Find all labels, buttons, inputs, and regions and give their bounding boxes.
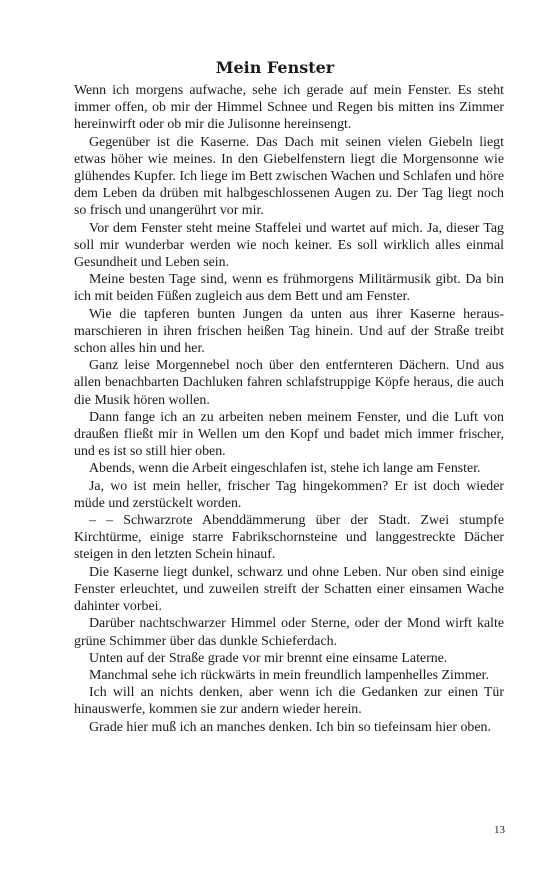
paragraph: Wenn ich morgens aufwache, sehe ich gerade auf mein Fenster. Es steht immer offen, ob mir der Himmel Schnee und Regen bis mitten ins Zimmer hereinwirft oder ob mir die Julisonne hereinsengt. [74,83,504,133]
paragraph: Ja, wo ist mein heller, frischer Tag hingekommen? Er ist doch wieder müde und zerstückelt worden. [74,478,504,511]
paragraph: Unten auf der Straße grade vor mir brennt eine einsame Laterne. [89,650,448,666]
paragraph: Vor dem Fenster steht meine Staffelei und wartet auf mich. Ja, dieser Tag soll mir wunderbar werden wie noch keiner. Es soll wirklich alles einmal Gesundheit und Leben sein. [74,220,504,271]
chapter-title: Mein Fenster [215,58,335,77]
paragraph: Die Kaserne liegt dunkel, schwarz und ohne Leben. Nur oben sind einige Fenster erleuchtet, und zuweilen streift der Schatten einer einsamen Wache dahinter vorbei. [74,564,504,615]
body-text [74,82,504,736]
paragraph: Dann fange ich an zu arbeiten neben meinem Fenster, und die Luft von draußen fließt mir in Wellen um den Kopf und badet mich immer frischer, und es ist so still hier oben. [74,409,504,460]
paragraph: Grade hier muß ich an manches denken. Ich bin so tiefeinsam hier oben. [89,719,491,735]
paragraph: Gegenüber ist die Kaserne. Das Dach mit seinen vielen Giebeln liegt etwas höher wie meines. In den Giebelfenstern liegt die Morgensonne wie glühendes Kupfer. Ich liege im Bett zwischen Wachen und Schlafen und höre dem Leben da drüben mit halbgeschlossenen Augen zu. Der Tag liegt noch so frisch und unangerührt vor mir. [74,134,504,219]
paragraph: Abends, wenn die Arbeit eingeschlafen ist, stehe ich lange am Fenster. [89,461,481,477]
paragraph: Ich will an nichts denken, aber wenn ich die Gedanken zur einen Tür hinauswerfe, kommen sie zur andern wieder herein. [74,685,504,718]
paragraph: Ganz leise Morgennebel noch über den entfernteren Dächern. Und aus allen benachbarten Dachluken fahren schlafstruppige Köpfe heraus, die auch die Musik hören wollen. [74,358,504,408]
paragraph: Wie die tapferen bunten Jungen da unten aus ihrer Kaserne herausmarschieren in ihren frischen heißen Tag hinein. Und auf der Straße treibt schon alles hin und her. [74,306,504,357]
page-number: 13 [494,824,505,836]
paragraph: Darüber nachtschwarzer Himmel oder Sterne, oder der Mond wirft kalte grüne Schimmer über das dunkle Schieferdach. [74,616,504,649]
paragraph: – – Schwarzrote Abenddämmerung über der Stadt. Zwei stumpfe Kirchtürme, einige starre Fabrikschornsteine und langgestreckte Dächer steigen in den letzten Schein hinauf. [74,513,504,563]
paragraph: Meine besten Tage sind, wenn es frühmorgens Militärmusik gibt. Da bin ich mit beiden Füßen zugleich aus dem Bett und am Fenster. [74,272,504,305]
paragraph: Manchmal sehe ich rückwärts in mein freundlich lampenhelles Zimmer. [89,667,489,683]
